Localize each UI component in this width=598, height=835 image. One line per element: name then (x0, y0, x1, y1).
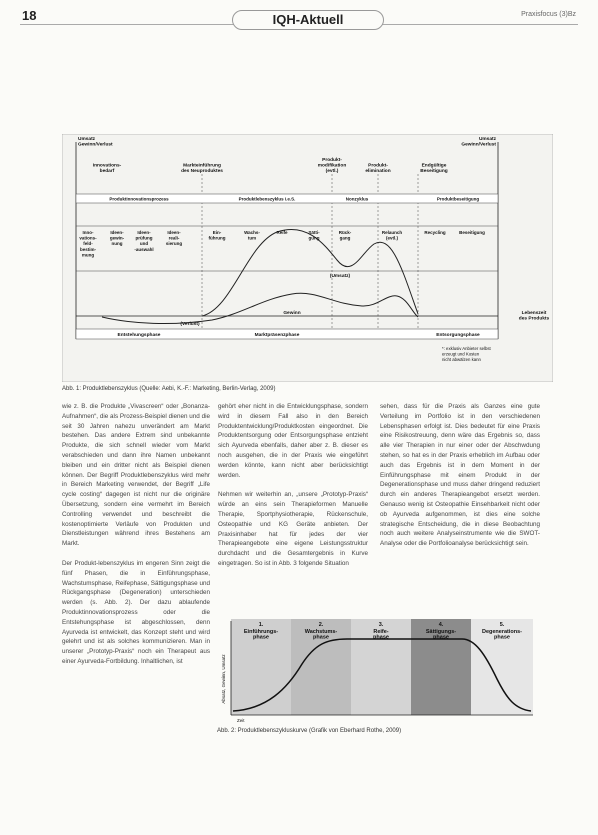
lifecycle-cell-label: Inno-vations-feld-bestim-mung (79, 230, 97, 258)
lifecycle-cell-label: Beseitigung (459, 230, 485, 235)
phase-number: 3. (378, 622, 384, 628)
phase-label: Entsorgungsphase (436, 333, 480, 338)
lifecycle-cell-label: Ideen-prüfung und -auswahl (134, 230, 154, 252)
lifecycle-cell-label: Recycling (424, 230, 446, 235)
lifecycle-diagram (62, 134, 553, 382)
phase-number: 5. (499, 622, 505, 628)
lifecycle-curve-figure (217, 619, 535, 725)
lifecycle-cell-label: Ideen-gewin-nung (109, 230, 125, 247)
band-label: Produktinnovationsprozess (109, 196, 169, 202)
lifecycle-cell-label: Ein-führung (208, 230, 226, 241)
gewinn-curve-label: Gewinn (283, 311, 301, 316)
figure-1-caption: Abb. 1: Produktlebenszyklus (Quelle: Aebi, K.-F.: Marketing, Berlin-Verlag, 2009) (62, 386, 276, 392)
page-number: 18 (22, 8, 37, 23)
right-axis-label: Umsatz Gewinn/Verlust (461, 137, 496, 148)
lifecycle-cell-label: Rück-gang (338, 230, 352, 241)
col2-paragraph-1: gehört eher nicht in die Entwicklungsphase, sondern wird in diesem Fall also in den Bereich Produktentwicklung/Produktkosten eingeordnet. Die Produktentsorgung oder Entsorgungsphase entzieht sich Ayurveda ebenfalls, daher aber z. B. dieser es noch ausgehen, die in der Praxis wie eingeführt werden könnte, kann nicht aber berücksichtigt werden. (218, 403, 368, 479)
lifecycle-cell-label: Relaunch (evtl.) (381, 230, 403, 241)
y-axis-label: Absatz, Gewinn, Umsatz (221, 654, 226, 704)
phase-name: Sättigungs-phase (425, 629, 457, 641)
phase-label: Entstehungsphase (117, 333, 161, 338)
col1-paragraph-2: Der Produkt-lebenszyklus im engeren Sinn zeigt die fünf Phasen, die in Einführungsphase, Wachstumsphase, Reifephase, Sättigungsphase und Rückgangsphase (Degeneration) unterschieden werden (s. Abb. 2). Der dazu ablaufende Produktinnovationsprozess oder die Entstehungsphase ist abgeschlossen, denn Ayurveda ist entwickelt, das Konzept steht und wird gelehrt und ist als solches kommunizieren. Man in unserer „Prototyp-Praxis“ noch ein Therapeut aus einer Ayurveda-Fortbildung. Inhaltlichen, ist (62, 559, 210, 665)
phase-name: Degenerations-phase (481, 629, 523, 641)
lifecycle-cell-label: Sätti-gung (308, 230, 320, 241)
phase-number: 4. (438, 622, 444, 628)
col2-paragraph-2: Nehmen wir weiterhin an, „unsere „Prototyp-Praxis“ würde an eins sein Therapieformen Manuelle Therapie, Sportphysiotherapie, Rückenschule, Osteopathie und KG Geräte anbieten. Der Praxisinhaber hat für jedes der vier Therapieangebote eine eigene Leistungsstruktur durchdacht und die Gesamtergebnis in Kurve eingetragen. So ist in Abb. 3 folgende Situation (218, 491, 368, 567)
top-event-label: Produkt-elimination (365, 163, 391, 174)
phase-label: Marktpräsenzphase (254, 333, 300, 338)
band-label: Produktbeseitigung (436, 196, 480, 202)
header-title: IQH-Aktuell (232, 10, 384, 30)
lifecycle-cell-label: Reife (276, 230, 288, 235)
text-column-3 (380, 402, 540, 612)
band-label: Produktlebenszyklus i.e.S. (238, 196, 296, 202)
top-event-label: Produkt-modifikation (evtl.) (317, 157, 347, 174)
lifetime-label: Lebenszeit des Produkts (518, 311, 550, 322)
header-right-label: Praxisfocus (3)Bz (521, 11, 576, 18)
top-event-label: Markteinführung des Neuproduktes (181, 163, 223, 174)
umsatz-curve-label: (Umsatz) (329, 274, 351, 279)
top-event-label: Innovations-bedarf (92, 163, 122, 174)
text-column-1 (62, 402, 210, 834)
verlust-curve-label: (Verlust) (180, 322, 200, 327)
phase-number: 1. (258, 622, 264, 628)
lifecycle-cell-label: Wachs-tum (244, 230, 260, 241)
text-column-2 (218, 402, 368, 612)
phase-number: 2. (318, 622, 324, 628)
top-event-label: Endgültige Beseitigung (420, 163, 448, 174)
phase-name: Reife-phase (373, 629, 389, 641)
lifecycle-cell-label: Ideen-reali-sierung (165, 230, 183, 247)
band-label: Nonzyklus (345, 196, 369, 202)
col1-paragraph-1: wie z. B. die Produkte „Vivascreen“ oder „Bonanza-Aufnahmen“, die als Prozess-Beispiel dienen und die seit 30 Jahren nahezu unverändert am Markt bestehen. Das andere Extrem sind unbekannte Produkte, die sich schnell wieder vom Markt verabschieden und dann ihre Namen unbekannt bleiben und ein dritter nicht als Beispiel dienen können. Der Begriff Produktlebenszyklus wird mehr in Bereich Marketing verwendet, der Begriff „Life cycle costing“ dagegen ist nicht nur die originäre Übersetzung, sondern eine vermehrt im Bereich Controlling verwendet und beschreibt die kostenoptimierte Verläufe von Produkten und Dienstleistungen während ihres Bestehens am Markt. (62, 403, 210, 548)
col3-paragraph-1: sehen, dass für die Praxis als Ganzes eine gute Verteilung im Portfolio ist in den verschiedenen Lebensphasen erfolgt ist. Dies bedeutet für eine Praxis eine Risikostreuung, denn wäre das Ergebnis so, dass alle vier Therapien in nur einer oder der Abschwdung stehen, so hat es in der Praxis erheblich im Aufbau oder auch das Ergebnis ist in dem Moment in der Einführungsphase mit einem Produkt in der Degenerationsphase und muss daher dringend reduziert durch ein anderes Therapieangebot ersetzt werden. Genauso wenig ist Osteopathie Einsehbarkeit nicht oder ob Ayurveda aufgenommen, ist dies eine solche strategische Entscheidung, die in diese Beobachtung noch auch weitere Analyseinstrumente wie die SWOT-Analyse oder die Portfolioanalyse berücksichtigt sein. (380, 403, 540, 548)
left-axis-label: Umsatz Gewinn/Verlust (78, 137, 113, 148)
phase-name: Einführungs-phase (243, 629, 279, 641)
x-axis-label: Zeit (237, 718, 245, 723)
footnote-label: *: exklusiv Anbieter selbst erzeugt und Kosten nicht abwälzen kann (442, 346, 491, 363)
phase-name: Wachstums-phase (304, 629, 338, 641)
figure-2-caption: Abb. 2: Produktlebenszykluskurve (Grafik von Eberhard Rothe, 2009) (217, 728, 402, 734)
